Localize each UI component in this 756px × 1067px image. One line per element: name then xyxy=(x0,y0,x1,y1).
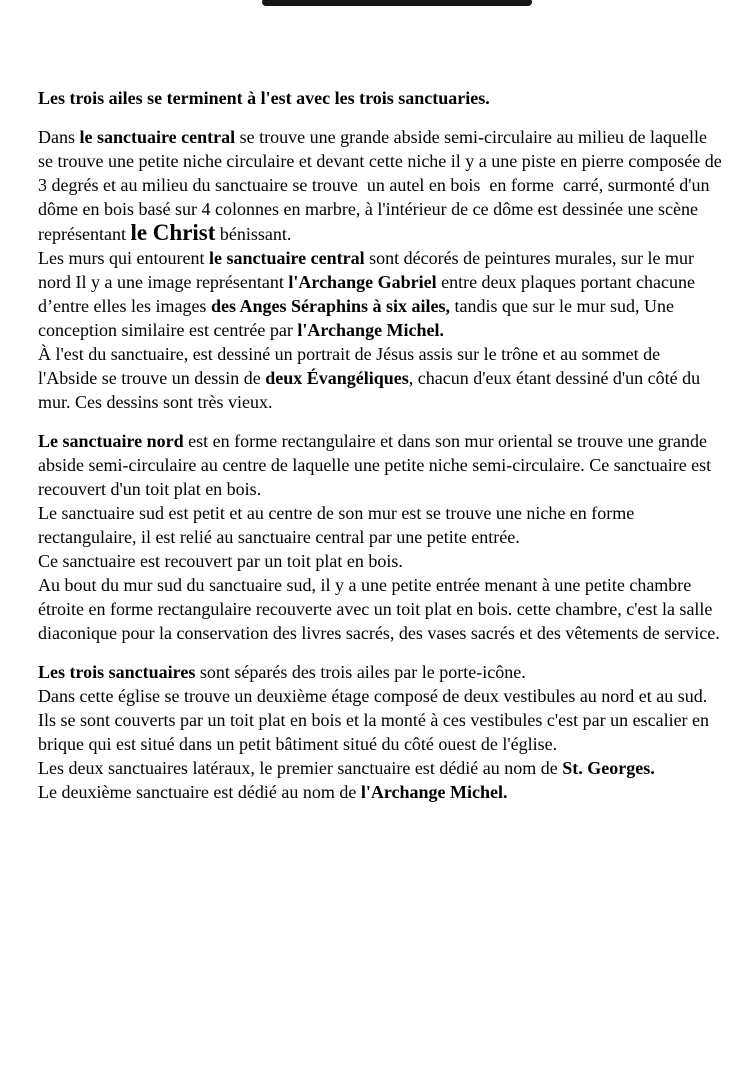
text-run: Les trois ailes se terminent à l'est avec les trois sanctuaries. xyxy=(38,88,490,108)
text-run: Le sanctuaire nord xyxy=(38,431,184,451)
paragraph-salle-diaconique xyxy=(38,573,722,645)
text-run: Les murs qui entourent xyxy=(38,248,209,268)
paragraph-sanctuaire-sud xyxy=(38,501,722,549)
document-body xyxy=(38,86,727,804)
text-run: entre deux plaques portant chacune d’entre elles les images xyxy=(38,272,700,316)
paragraph-trois-sanctuaires xyxy=(38,660,722,684)
text-run: le sanctuaire central xyxy=(79,127,236,147)
paragraph-sanctuaire-central xyxy=(38,125,727,246)
text-run: Les trois sanctuaires xyxy=(38,662,196,682)
paragraph-vestibules xyxy=(38,708,722,756)
text-run: sont décorés de peintures murales, sur le mur nord Il y a une image représentant xyxy=(38,248,699,292)
text-run: sont séparés des trois ailes par le porte-icône. xyxy=(195,662,526,682)
text-run: Dans xyxy=(38,127,80,147)
text-run: deux Évangéliques xyxy=(265,368,409,388)
text-run: Les deux sanctuaires latéraux, le premier sanctuaire est dédié au nom de xyxy=(38,758,563,778)
text-run: , chacun d'eux étant dessiné d'un côté du mur. Ces dessins sont très vieux. xyxy=(38,368,705,412)
text-run: est en forme rectangulaire et dans son mur oriental se trouve une grande abside semi-circulaire au centre de laquelle une petite niche semi-circulaire. Ce sanctuaire est recouvert d'un toit plat en bois. xyxy=(38,431,716,499)
text-run: l'Archange Michel. xyxy=(297,320,445,340)
text-run: Le deuxième sanctuaire est dédié au nom de xyxy=(38,782,361,802)
text-run: des Anges Séraphins à six ailes, xyxy=(210,296,450,316)
text-run: St. Georges. xyxy=(562,758,655,778)
text-run: Dans cette église se trouve un deuxième étage composé de deux vestibules au nord et au sud. xyxy=(38,686,708,706)
paragraph-toit-plat xyxy=(38,549,722,573)
paragraph-sanctuaire-nord xyxy=(38,429,722,501)
text-run: Ils se sont couverts par un toit plat en bois et la monté à ces vestibules c'est par un escalier en brique qui est situé dans un petit bâtiment situé du côté ouest de l'église. xyxy=(38,710,714,754)
text-run: À l'est du sanctuaire, est dessiné un portrait de Jésus assis sur le trône et au sommet de l'Abside se trouve un dessin de xyxy=(38,344,665,388)
paragraph-est-du-sanctuaire xyxy=(38,342,722,414)
text-run: se trouve une grande abside semi-circulaire au milieu de laquelle se trouve une petite niche circulaire et devant cette niche il y a une piste en pierre composée de 3 degrés et au milieu du sanctuaire se trouve un autel en bois en forme carré, surmonté d'un dôme en bois basé sur 4 colonnes en marbre, à l'intérieur de ce dôme est dessinée une scène représentant xyxy=(38,127,727,244)
paragraph-deuxieme-etage xyxy=(38,684,722,708)
text-run: l'Archange Gabriel xyxy=(288,272,437,292)
text-run: le Christ xyxy=(130,220,216,245)
text-run: bénissant. xyxy=(215,224,292,244)
text-run: tandis que sur le mur sud, Une conception similaire est centrée par xyxy=(38,296,679,340)
text-run: le sanctuaire central xyxy=(208,248,365,268)
document-heading xyxy=(38,86,722,110)
text-run: l'Archange Michel. xyxy=(360,782,508,802)
text-run: Au bout du mur sud du sanctuaire sud, il y a une petite entrée menant à une petite chambre étroite en forme rectangulaire recouverte avec un toit plat en bois. cette chambre, c'est la salle diaconique pour la conservation des livres sacrés, des vases sacrés et des vêtements de service. xyxy=(38,575,720,643)
top-bar-fragment xyxy=(262,0,532,6)
text-run: Le sanctuaire sud est petit et au centre de son mur est se trouve une niche en forme rectangulaire, il est relié au sanctuaire central par une petite entrée. xyxy=(38,503,639,547)
paragraph-archange-michel xyxy=(38,780,722,804)
text-run: Ce sanctuaire est recouvert par un toit plat en bois. xyxy=(38,551,403,571)
paragraph-st-georges xyxy=(38,756,722,780)
paragraph-murs-peintures xyxy=(38,246,722,342)
